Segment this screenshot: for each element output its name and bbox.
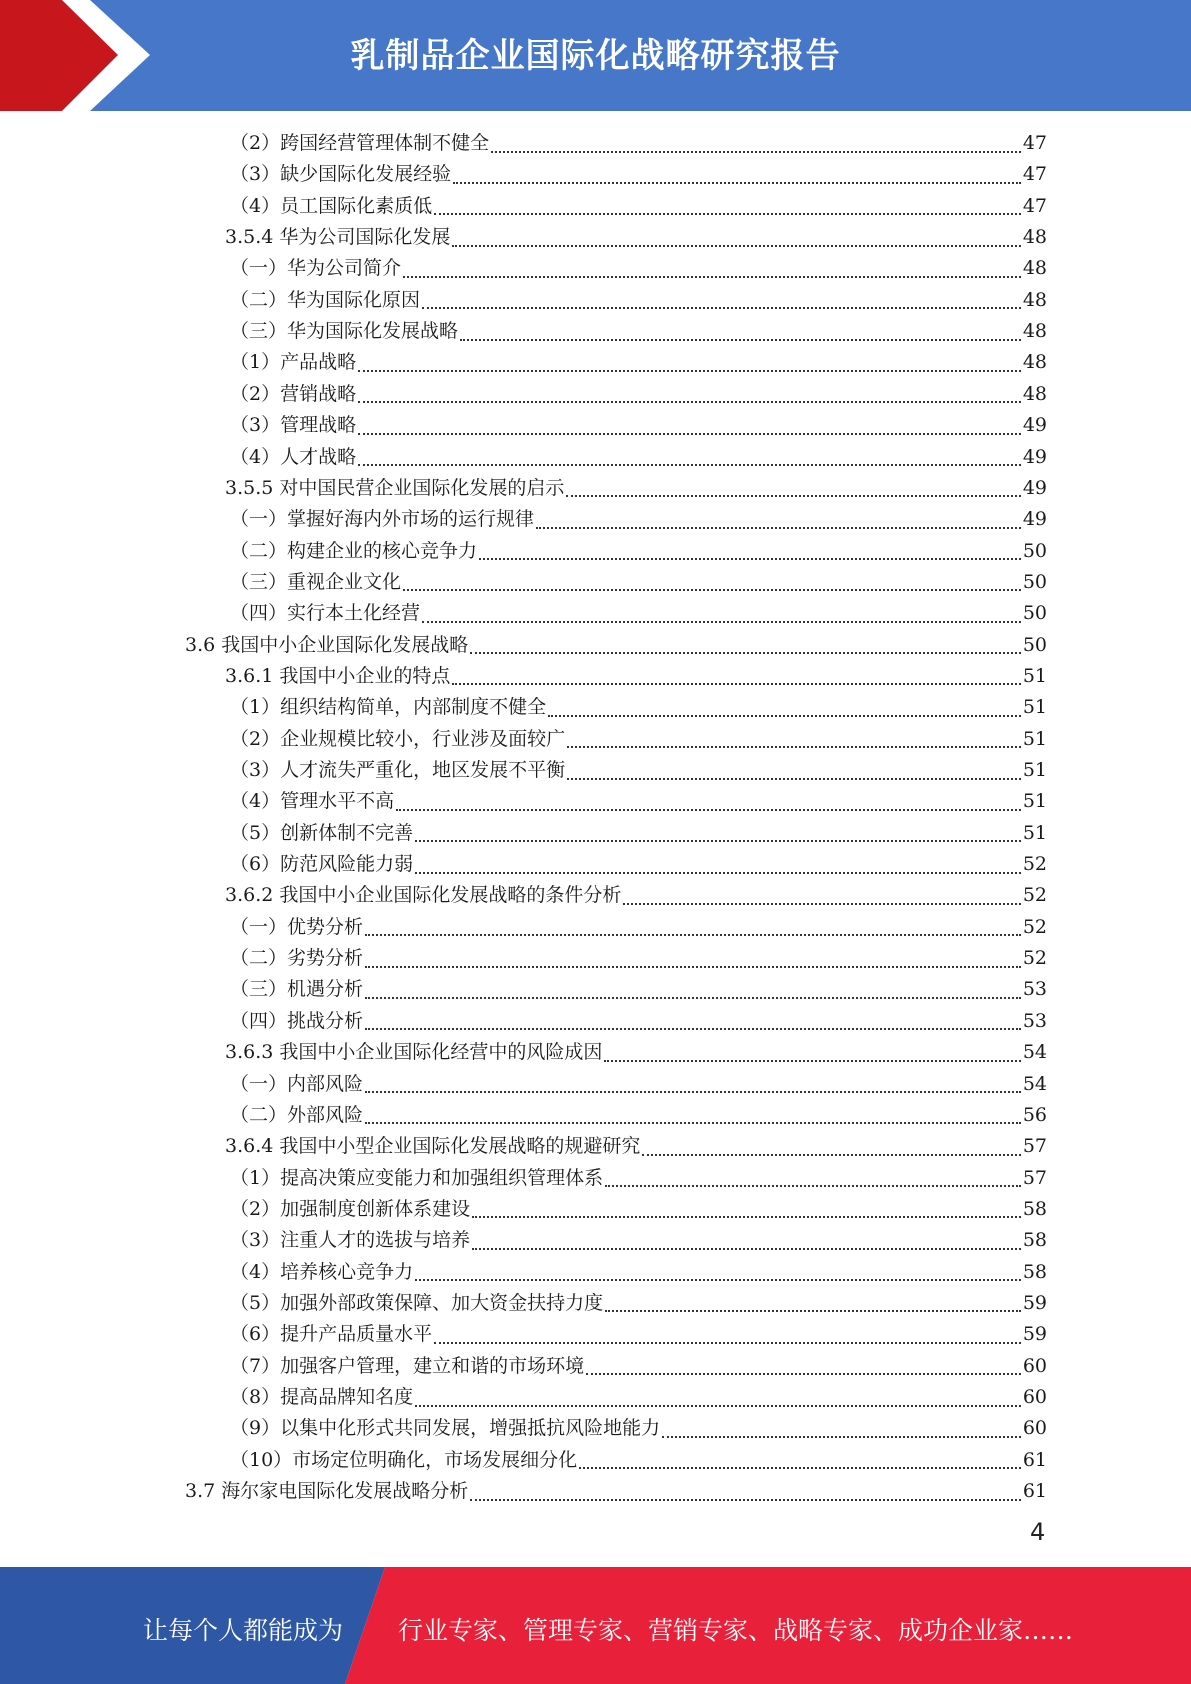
toc-entry-page: 48 xyxy=(1022,382,1047,405)
toc-entry[interactable] xyxy=(230,379,1047,410)
report-title: 乳制品企业国际化战略研究报告 xyxy=(350,36,841,76)
toc-entry-label: （三）华为国际化发展战略 xyxy=(230,320,459,343)
toc-entry[interactable] xyxy=(230,504,1047,535)
toc-entry-page: 47 xyxy=(1022,132,1047,154)
toc-leader-dots xyxy=(415,840,1021,842)
toc-entry-label: （四）挑战分析 xyxy=(230,1009,364,1032)
toc-entry-page: 53 xyxy=(1022,978,1047,1001)
toc-leader-dots xyxy=(415,1279,1021,1281)
toc-entry[interactable] xyxy=(225,880,1047,911)
toc-leader-dots xyxy=(358,370,1021,372)
toc-leader-dots xyxy=(358,433,1021,435)
toc-entry[interactable] xyxy=(230,442,1047,473)
toc-entry-page: 52 xyxy=(1022,915,1047,938)
toc-entry[interactable] xyxy=(230,410,1047,441)
toc-entry-page: 57 xyxy=(1022,1135,1047,1158)
toc-entry-label: 3.5.5 对中国民营企业国际化发展的启示 xyxy=(225,476,565,499)
toc-entry-page: 58 xyxy=(1022,1229,1047,1252)
toc-entry-label: （二）构建企业的核心竞争力 xyxy=(230,539,478,562)
toc-entry-page: 49 xyxy=(1022,508,1047,531)
toc-entry-page: 49 xyxy=(1022,414,1047,437)
toc-entry-page: 53 xyxy=(1022,1009,1047,1032)
toc-entry-page: 52 xyxy=(1022,947,1047,970)
toc-entry-label: 3.7 海尔家电国际化发展战略分析 xyxy=(185,1480,469,1503)
toc-leader-dots xyxy=(365,966,1021,968)
toc-entry[interactable] xyxy=(230,347,1047,378)
toc-entry-page: 51 xyxy=(1022,821,1047,844)
toc-entry-label: （2）营销战略 xyxy=(230,382,357,405)
toc-entry-page: 52 xyxy=(1022,884,1047,907)
toc-entry[interactable] xyxy=(230,912,1047,943)
toc-leader-dots xyxy=(453,182,1021,184)
toc-entry[interactable] xyxy=(230,285,1047,316)
toc-leader-dots xyxy=(566,495,1020,497)
toc-entry-label: （4）培养核心竞争力 xyxy=(230,1260,414,1283)
toc-entry-label: （二）华为国际化原因 xyxy=(230,288,421,311)
toc-leader-dots xyxy=(365,1028,1021,1030)
toc-entry-label: （四）实行本土化经营 xyxy=(230,602,421,625)
toc-entry[interactable] xyxy=(230,1445,1047,1476)
toc-entry-label: （一）内部风险 xyxy=(230,1072,364,1095)
toc-entry-page: 54 xyxy=(1022,1072,1047,1095)
toc-entry[interactable] xyxy=(230,1413,1047,1444)
toc-entry[interactable] xyxy=(230,755,1047,786)
toc-entry[interactable] xyxy=(230,253,1047,284)
page-header xyxy=(0,0,1191,111)
toc-entry-page: 51 xyxy=(1022,759,1047,781)
toc-entry-label: （一）华为公司简介 xyxy=(230,257,402,280)
toc-entry[interactable] xyxy=(230,567,1047,598)
toc-entry-page: 54 xyxy=(1022,1041,1047,1064)
toc-leader-dots xyxy=(403,589,1021,591)
toc-entry[interactable] xyxy=(230,692,1047,723)
toc-entry[interactable] xyxy=(230,1194,1047,1225)
toc-leader-dots xyxy=(452,683,1020,685)
toc-leader-dots xyxy=(358,464,1021,466)
toc-entry[interactable] xyxy=(230,598,1047,629)
toc-entry-label: （三）机遇分析 xyxy=(230,978,364,1001)
toc-entry[interactable] xyxy=(225,1131,1047,1162)
toc-entry-label: （三）重视企业文化 xyxy=(230,570,402,593)
toc-entry-page: 57 xyxy=(1022,1166,1047,1189)
toc-entry-label: （2）加强制度创新体系建设 xyxy=(230,1197,471,1220)
toc-entry[interactable] xyxy=(230,943,1047,974)
toc-entry-page: 50 xyxy=(1022,539,1047,562)
toc-entry-page: 47 xyxy=(1022,163,1047,186)
toc-leader-dots xyxy=(604,1060,1020,1062)
toc-entry-page: 48 xyxy=(1022,257,1047,280)
toc-entry-label: （3）人才流失严重化，地区发展不平衡 xyxy=(230,759,566,781)
toc-entry-label: （3）管理战略 xyxy=(230,414,357,437)
toc-entry-page: 61 xyxy=(1022,1480,1047,1503)
toc-entry[interactable] xyxy=(230,1288,1047,1319)
toc-entry-page: 51 xyxy=(1022,727,1047,750)
toc-entry[interactable] xyxy=(230,849,1047,880)
toc-entry-page: 49 xyxy=(1022,476,1047,499)
toc-leader-dots xyxy=(403,276,1021,278)
toc-leader-dots xyxy=(567,746,1021,748)
toc-entry-page: 50 xyxy=(1022,602,1047,625)
toc-leader-dots xyxy=(605,1310,1021,1312)
toc-leader-dots xyxy=(358,401,1021,403)
toc-entry-page: 48 xyxy=(1022,226,1047,249)
toc-entry-label: （6）防范风险能力弱 xyxy=(230,853,414,876)
toc-entry[interactable] xyxy=(225,473,1047,504)
toc-entry[interactable] xyxy=(230,818,1047,849)
toc-leader-dots xyxy=(472,1216,1021,1218)
toc-entry[interactable] xyxy=(230,1351,1047,1382)
toc-entry[interactable] xyxy=(230,1319,1047,1350)
toc-entry[interactable] xyxy=(230,1382,1047,1413)
toc-entry[interactable] xyxy=(230,1163,1047,1194)
toc-leader-dots xyxy=(623,903,1020,905)
toc-entry-page: 58 xyxy=(1022,1260,1047,1283)
toc-entry[interactable] xyxy=(230,1006,1047,1037)
toc-entry-label: 3.5.4 华为公司国际化发展 xyxy=(225,226,451,249)
toc-leader-dots xyxy=(396,809,1021,811)
toc-leader-dots xyxy=(548,715,1021,717)
toc-entry-label: 3.6 我国中小企业国际化发展战略 xyxy=(185,633,469,656)
toc-leader-dots xyxy=(470,1499,1021,1501)
toc-entry-label: （10）市场定位明确化，市场发展细分化 xyxy=(230,1448,578,1471)
toc-entry-label: （1）产品战略 xyxy=(230,351,357,374)
toc-leader-dots xyxy=(472,1248,1021,1250)
toc-leader-dots xyxy=(460,339,1021,341)
toc-entry-label: （2）企业规模比较小，行业涉及面较广 xyxy=(230,727,566,750)
toc-entry[interactable] xyxy=(185,630,1047,661)
footer-slogan-right: 行业专家、管理专家、营销专家、战略专家、成功企业家…… xyxy=(398,1616,1074,1645)
toc-entry-label: （2）跨国经营管理体制不健全 xyxy=(230,132,490,154)
toc-entry-label: （7）加强客户管理，建立和谐的市场环境 xyxy=(230,1354,585,1377)
toc-leader-dots xyxy=(365,1091,1021,1093)
toc-entry-label: （1）组织结构简单，内部制度不健全 xyxy=(230,696,547,719)
toc-entry-label: 3.6.4 我国中小型企业国际化发展战略的规避研究 xyxy=(225,1135,641,1158)
toc-entry-page: 51 xyxy=(1022,790,1047,813)
toc-entry[interactable] xyxy=(230,974,1047,1005)
toc-leader-dots xyxy=(605,1185,1021,1187)
toc-entry[interactable] xyxy=(230,536,1047,567)
toc-entry-page: 50 xyxy=(1022,633,1047,656)
toc-entry[interactable] xyxy=(230,159,1047,190)
toc-entry[interactable] xyxy=(225,222,1047,253)
toc-leader-dots xyxy=(567,778,1021,780)
toc-entry-page: 48 xyxy=(1022,351,1047,374)
toc-entry-page: 60 xyxy=(1022,1386,1047,1408)
toc-entry-label: （4）员工国际化素质低 xyxy=(230,194,433,217)
toc-leader-dots xyxy=(365,934,1021,936)
toc-entry-label: （一）掌握好海内外市场的运行规律 xyxy=(230,508,535,531)
toc-entry-label: （1）提高决策应变能力和加强组织管理体系 xyxy=(230,1166,604,1189)
toc-entry[interactable] xyxy=(230,786,1047,817)
toc-entry-label: （8）提高品牌知名度 xyxy=(230,1386,414,1408)
toc-entry-label: 3.6.3 我国中小企业国际化经营中的风险成因 xyxy=(225,1041,603,1064)
toc-entry-page: 59 xyxy=(1022,1323,1047,1346)
toc-leader-dots xyxy=(365,997,1021,999)
toc-entry-page: 48 xyxy=(1022,320,1047,343)
toc-entry-label: （9）以集中化形式共同发展，增强抵抗风险地能力 xyxy=(230,1417,661,1440)
toc-leader-dots xyxy=(579,1467,1021,1469)
toc-leader-dots xyxy=(434,213,1021,215)
toc-entry-page: 61 xyxy=(1022,1448,1047,1471)
toc-leader-dots xyxy=(422,621,1021,623)
toc-entry[interactable] xyxy=(225,1037,1047,1068)
toc-entry-page: 52 xyxy=(1022,853,1047,876)
page-number: 4 xyxy=(1030,1518,1046,1546)
toc-entry[interactable] xyxy=(230,1225,1047,1256)
page-footer xyxy=(0,1567,1191,1684)
toc-leader-dots xyxy=(586,1373,1021,1375)
toc-entry[interactable] xyxy=(230,1100,1047,1131)
footer-slogan-left: 让每个人都能成为 xyxy=(143,1616,344,1645)
toc-leader-dots xyxy=(470,652,1021,654)
toc-entry[interactable] xyxy=(230,1069,1047,1100)
toc-entry-label: （6）提升产品质量水平 xyxy=(230,1323,433,1346)
toc-entry-page: 51 xyxy=(1022,696,1047,719)
toc-leader-dots xyxy=(536,527,1021,529)
toc-entry[interactable] xyxy=(230,1257,1047,1288)
toc-leader-dots xyxy=(491,151,1021,153)
toc-leader-dots xyxy=(642,1154,1020,1156)
toc-leader-dots xyxy=(365,1122,1021,1124)
toc-entry-page: 47 xyxy=(1022,194,1047,217)
toc-entry-page: 58 xyxy=(1022,1197,1047,1220)
toc-entry-page: 60 xyxy=(1022,1417,1047,1440)
toc-entry-label: （一）优势分析 xyxy=(230,915,364,938)
toc-entry[interactable] xyxy=(230,128,1047,159)
toc-leader-dots xyxy=(452,245,1020,247)
toc-entry-page: 49 xyxy=(1022,445,1047,468)
toc-leader-dots xyxy=(662,1436,1021,1438)
toc-entry[interactable] xyxy=(225,661,1047,692)
toc-leader-dots xyxy=(422,307,1021,309)
toc-leader-dots xyxy=(479,558,1021,560)
toc-entry-label: （3）注重人才的选拔与培养 xyxy=(230,1229,471,1252)
toc-entry[interactable] xyxy=(230,724,1047,755)
toc-entry[interactable] xyxy=(185,1476,1047,1507)
toc-entry-label: （4）人才战略 xyxy=(230,445,357,468)
toc-entry[interactable] xyxy=(230,191,1047,222)
toc-entry[interactable] xyxy=(230,316,1047,347)
toc-entry-page: 48 xyxy=(1022,288,1047,311)
toc-entry-label: （4）管理水平不高 xyxy=(230,790,395,813)
toc-entry-label: （二）外部风险 xyxy=(230,1103,364,1126)
toc-leader-dots xyxy=(415,872,1021,874)
toc-leader-dots xyxy=(415,1405,1021,1407)
toc-entry-label: （二）劣势分析 xyxy=(230,947,364,970)
toc-entry-label: 3.6.1 我国中小企业的特点 xyxy=(225,664,451,687)
toc-entry-label: （5）创新体制不完善 xyxy=(230,821,414,844)
toc-leader-dots xyxy=(434,1342,1021,1344)
toc-entry-page: 60 xyxy=(1022,1354,1047,1377)
toc-entry-label: （3）缺少国际化发展经验 xyxy=(230,163,452,186)
toc-entry-label: 3.6.2 我国中小企业国际化发展战略的条件分析 xyxy=(225,884,622,907)
toc-entry-page: 50 xyxy=(1022,570,1047,593)
toc-entry-page: 59 xyxy=(1022,1291,1047,1314)
toc-entry-page: 51 xyxy=(1022,664,1047,687)
toc-entry-page: 56 xyxy=(1022,1103,1047,1126)
toc-entry-label: （5）加强外部政策保障、加大资金扶持力度 xyxy=(230,1291,604,1314)
